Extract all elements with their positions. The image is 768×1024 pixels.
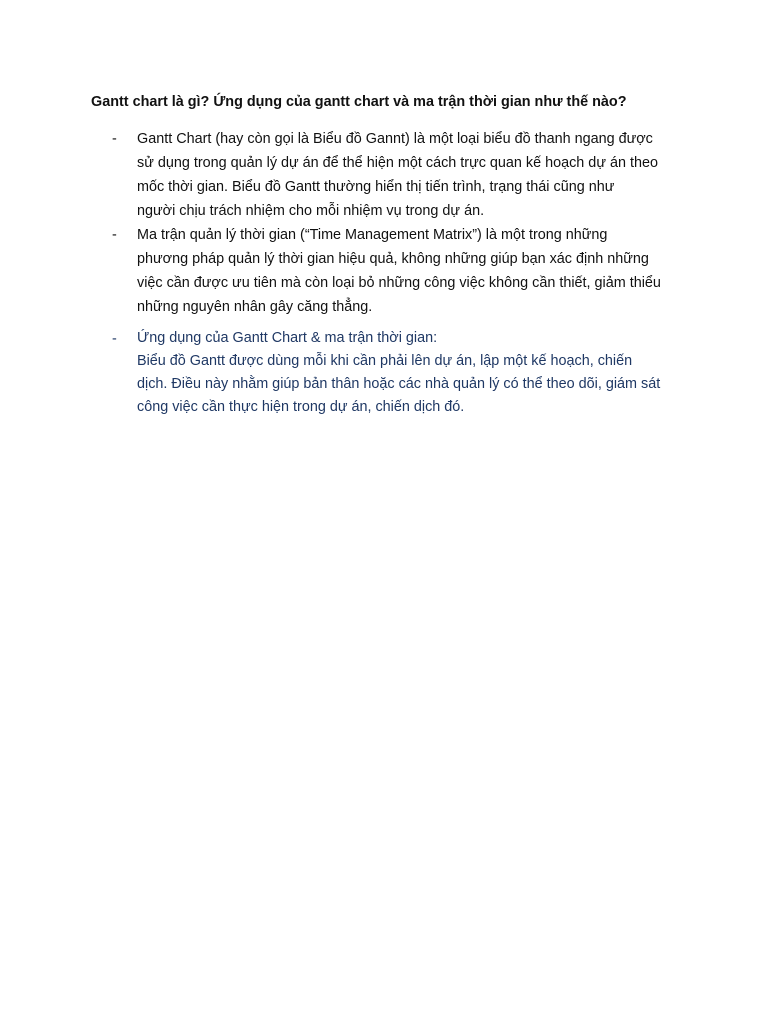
text-line: việc cần được ưu tiên mà còn loại bỏ những công việc không cần thiết, giảm thiểu — [137, 275, 661, 291]
text-line: sử dụng trong quản lý dự án để thể hiện một cách trực quan kế hoạch dự án theo — [137, 155, 658, 171]
bullet-dash: - — [112, 227, 117, 243]
text-line: Gantt Chart (hay còn gọi là Biểu đồ Gannt) là một loại biểu đồ thanh ngang được — [137, 131, 653, 147]
text-line: dịch. Điều này nhằm giúp bản thân hoặc các nhà quản lý có thể theo dõi, giám sát — [137, 376, 661, 392]
text-line: phương pháp quản lý thời gian hiệu quả, không những giúp bạn xác định những — [137, 251, 649, 267]
document-title: Gantt chart là gì? Ứng dụng của gantt chart và ma trận thời gian như thế nào? — [91, 94, 627, 110]
text-line: những nguyên nhân gây căng thẳng. — [137, 299, 373, 315]
bullet-dash: - — [112, 131, 117, 147]
bullet-text — [137, 327, 697, 419]
text-line: Biểu đồ Gantt được dùng mỗi khi cần phải lên dự án, lập một kế hoạch, chiến — [137, 353, 633, 369]
bullet-text — [137, 127, 697, 223]
text-line: người chịu trách nhiệm cho mỗi nhiệm vụ trong dự án. — [137, 203, 485, 219]
text-line: Ứng dụng của Gantt Chart & ma trận thời gian: — [137, 330, 438, 346]
text-line: Ma trận quản lý thời gian (“Time Management Matrix”) là một trong những — [137, 227, 608, 243]
text-line: công việc cần thực hiện trong dự án, chiến dịch đó. — [137, 399, 465, 415]
bullet-dash: - — [112, 331, 117, 347]
bullet-text — [137, 223, 697, 319]
text-line: mốc thời gian. Biểu đồ Gantt thường hiển thị tiến trình, trạng thái cũng như — [137, 179, 615, 195]
